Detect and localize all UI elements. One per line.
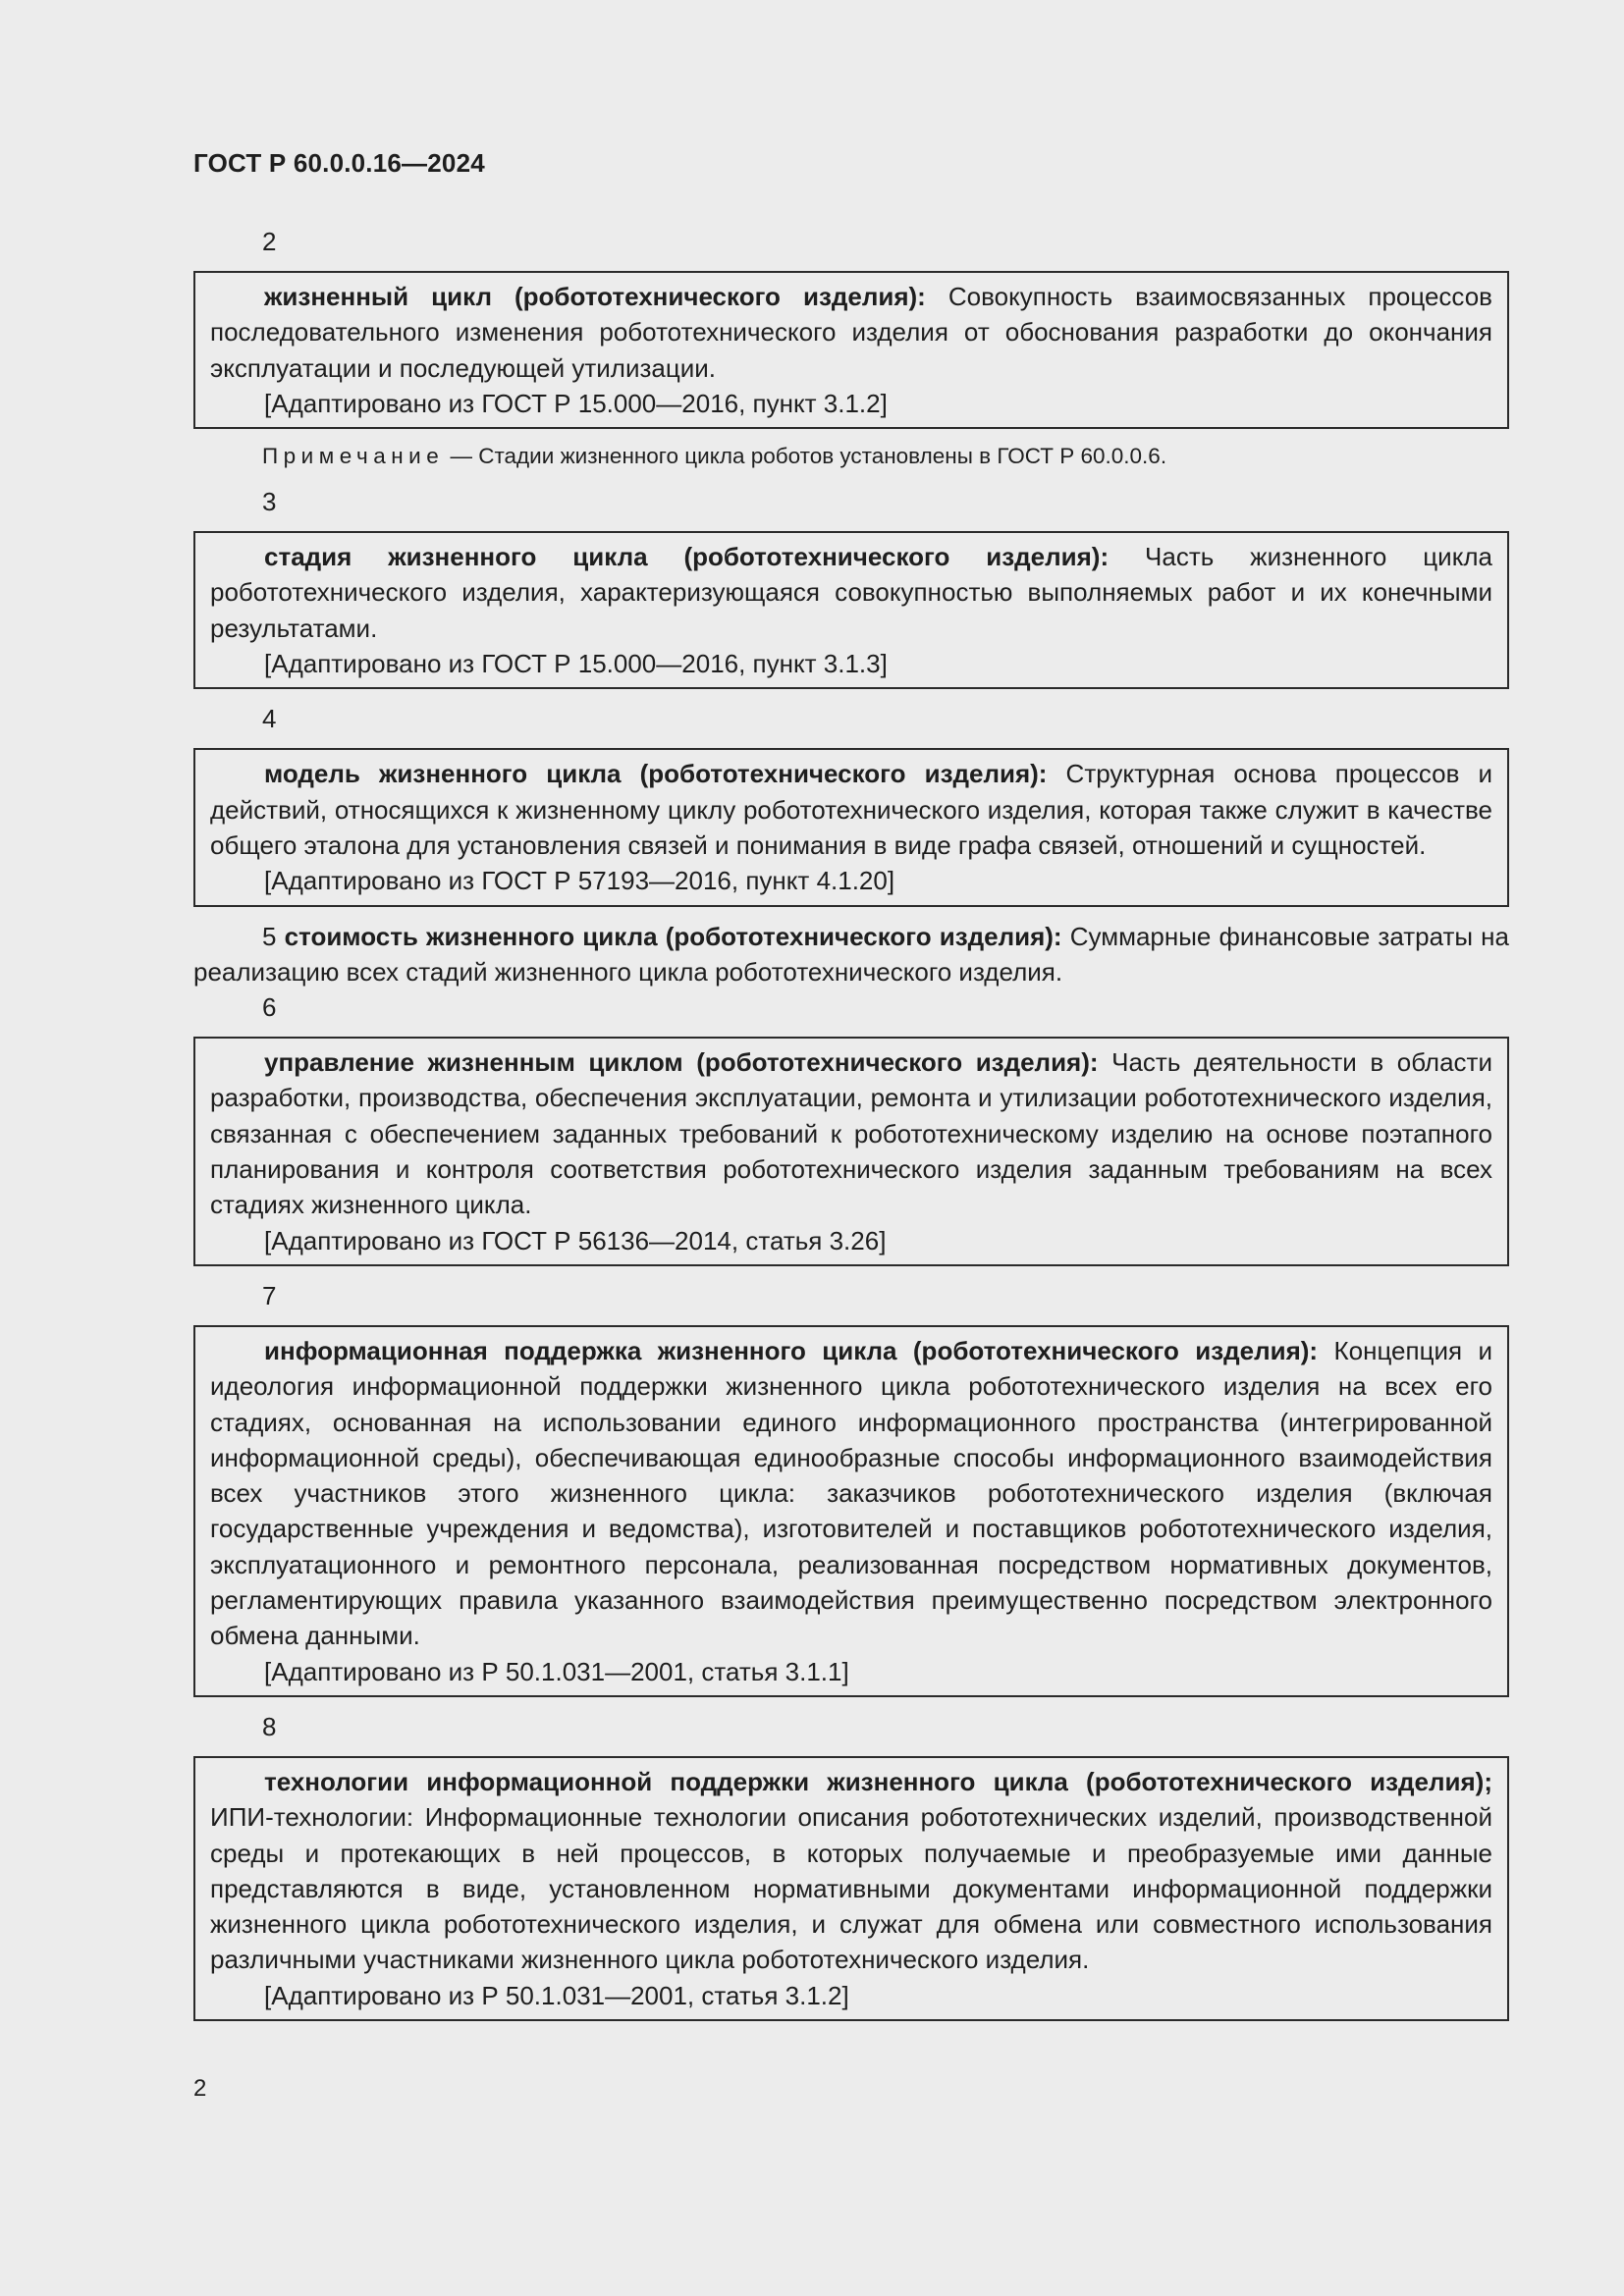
term-paragraph bbox=[210, 756, 1492, 863]
term-source: [Адаптировано из Р 50.1.031—2001, статья 3.1.2] bbox=[264, 1980, 849, 2010]
term-paragraph-plain bbox=[193, 919, 1509, 990]
term-paragraph bbox=[210, 1044, 1492, 1222]
term-box bbox=[193, 1756, 1509, 2021]
note-label: Примечание bbox=[262, 444, 445, 469]
term-number: 6 bbox=[262, 992, 277, 1023]
term-box bbox=[193, 1325, 1509, 1697]
term-definition: Совокупность взаимосвязанных процессов последовательного изменения робототехнического изделия от обоснования разработки до окончания эксплуатации и последующей утилизации. bbox=[210, 282, 1492, 383]
term-box bbox=[193, 748, 1509, 906]
term-definition: Часть деятельности в области разработки, производства, обеспечения эксплуатации, ремонта и утилизации робототехнического изделия, связанная с обеспечением заданных требований к робототехническому изделию на основе поэтапного планирования и контроля соответствия робототехнического изделия заданным требованиям на всех стадиях жизненного цикла. bbox=[210, 1047, 1492, 1220]
term-definition: Структурная основа процессов и действий, относящихся к жизненному циклу робототехнического изделия, которая также служит в качестве общего эталона для установления связей и понимания в виде графа связей, отношений и сущностей. bbox=[210, 759, 1492, 860]
term-source: [Адаптировано из ГОСТ Р 57193—2016, пункт 4.1.20] bbox=[264, 866, 895, 896]
term-title: информационная поддержка жизненного цикла (робототехнического изделия): bbox=[264, 1335, 1319, 1365]
term-title: стоимость жизненного цикла (робототехнического изделия): bbox=[284, 921, 1062, 951]
term-number: 7 bbox=[262, 1280, 277, 1310]
term-title: модель жизненного цикла (робототехнического изделия): bbox=[264, 759, 1048, 789]
term-paragraph bbox=[210, 1764, 1492, 1978]
term-title: технологии информационной поддержки жизненного цикла (робототехнического изделия); bbox=[264, 1766, 1492, 1796]
term-box bbox=[193, 1037, 1509, 1266]
term-source: [Адаптировано из ГОСТ Р 15.000—2016, пункт 3.1.2] bbox=[264, 388, 888, 418]
term-title: управление жизненным циклом (робототехнического изделия): bbox=[264, 1047, 1099, 1078]
term-definition: Концепция и идеология информационной поддержки жизненного цикла робототехнического изделия на всех его стадиях, основанная на использовании единого информационного пространства (интегрированной информационной среды), обеспечивающая единообразные способы информационного взаимодействия всех участников этого жизненного цикла: заказчиков робототехнического изделия (включая государственные учреждения и ведомства), изготовителей и поставщиков робототехнического изделия, эксплуатационного и ремонтного персонала, реализованная посредством нормативных документов, регламентирующих правила указанного взаимодействия преимущественно посредством электронного обмена данными. bbox=[210, 1335, 1492, 1651]
term-box bbox=[193, 271, 1509, 429]
term-number: 2 bbox=[262, 227, 277, 256]
term-paragraph bbox=[210, 539, 1492, 646]
term-number: 8 bbox=[262, 1711, 277, 1741]
term-source: [Адаптировано из Р 50.1.031—2001, статья 3.1.1] bbox=[264, 1656, 849, 1686]
term-paragraph bbox=[210, 279, 1492, 386]
term-number: 5 bbox=[262, 921, 277, 951]
term-title: стадия жизненного цикла (робототехнического изделия): bbox=[264, 542, 1110, 572]
term-paragraph bbox=[210, 1333, 1492, 1654]
document-header: ГОСТ Р 60.0.0.16—2024 bbox=[193, 148, 485, 178]
term-definition: Суммарные финансовые затраты на реализацию всех стадий жизненного цикла робототехнического изделия. bbox=[193, 921, 1509, 987]
term-definition: ИПИ-технологии: Информационные технологии описания робототехнических изделий, производственной среды и протекающих в ней процессов, в которых получаемые и преобразуемые ими данные представляются в виде, установленном нормативными документами информационной поддержки жизненного цикла робототехнического изделия, и служат для обмена или совместного использования различными участниками жизненного цикла робототехнического изделия. bbox=[210, 1802, 1492, 1975]
term-title: жизненный цикл (робототехнического изделия): bbox=[264, 282, 926, 311]
term-source: [Адаптировано из ГОСТ Р 56136—2014, статья 3.26] bbox=[264, 1225, 887, 1255]
term-number: 4 bbox=[262, 704, 277, 734]
document-body bbox=[193, 224, 1509, 2033]
term-definition: Часть жизненного цикла робототехнического изделия, характеризующаяся совокупностью выполняемых работ и их конечными результатами. bbox=[210, 542, 1492, 643]
term-number: 3 bbox=[262, 487, 277, 517]
term-source: [Адаптировано из ГОСТ Р 15.000—2016, пункт 3.1.3] bbox=[264, 649, 888, 679]
page-number: 2 bbox=[193, 2075, 207, 2102]
term-box bbox=[193, 531, 1509, 689]
note-text: — Стадии жизненного цикла роботов установлены в ГОСТ Р 60.0.0.6. bbox=[444, 444, 1167, 469]
note bbox=[193, 441, 1509, 472]
